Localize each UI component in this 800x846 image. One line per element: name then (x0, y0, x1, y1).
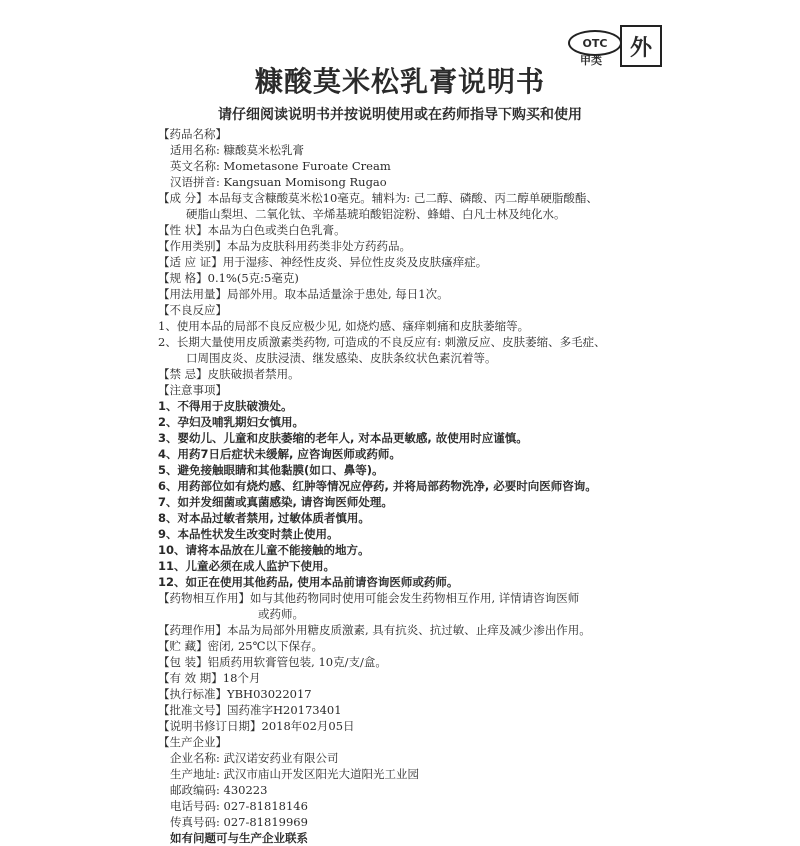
text-line: 汉语拼音: Kangsuan Momisong Rugao (170, 175, 387, 189)
text-line: 【说明书修订日期】2018年02月05日 (158, 719, 355, 733)
external-use-mark: 外 (620, 25, 662, 67)
text-line: 【批准文号】国药准字H20173401 (158, 703, 342, 717)
notice-item: 6、用药部位如有烧灼感、红肿等情况应停药, 并将局部药物洗净, 必要时向医师咨询。 (158, 479, 597, 493)
text-line: 2、长期大量使用皮质激素类药物, 可造成的不良反应有: 刺激反应、皮肤萎缩、多毛症、 (158, 335, 606, 349)
otc-badge: OTC (568, 30, 622, 56)
text-line: 【性 状】本品为白色或类白色乳膏。 (158, 223, 346, 237)
notice-item: 9、本品性状发生改变时禁止使用。 (158, 527, 339, 541)
section-heading: 【不良反应】 (158, 303, 227, 317)
text-line: 口周围皮炎、皮肤浸渍、继发感染、皮肤条纹状色素沉着等。 (186, 351, 497, 365)
text-line: 【贮 藏】密闭, 25℃以下保存。 (158, 639, 323, 653)
notice-item: 3、婴幼儿、儿童和皮肤萎缩的老年人, 对本品更敏感, 故使用时应谨慎。 (158, 431, 528, 445)
text-line: 1、使用本品的局部不良反应极少见, 如烧灼感、瘙痒刺痛和皮肤萎缩等。 (158, 319, 530, 333)
contact-note: 如有问题可与生产企业联系 (170, 831, 308, 845)
document-subtitle: 请仔细阅读说明书并按说明使用或在药师指导下购买和使用 (218, 107, 582, 123)
text-line: 电话号码: 027-81818146 (170, 799, 308, 813)
notice-item: 5、避免接触眼睛和其他黏膜(如口、鼻等)。 (158, 463, 384, 477)
section-heading: 【药品名称】 (158, 127, 227, 141)
notice-item: 11、儿童必须在成人监护下使用。 (158, 559, 336, 573)
section-heading: 【注意事项】 (158, 383, 227, 397)
text-line: 【禁 忌】皮肤破损者禁用。 (158, 367, 300, 381)
text-line: 生产地址: 武汉市庙山开发区阳光大道阳光工业园 (170, 767, 420, 781)
text-line: 企业名称: 武汉诺安药业有限公司 (170, 751, 339, 765)
text-line: 【成 分】本品每支含糠酸莫米松10毫克。辅料为: 己二醇、磷酸、丙二醇单硬脂酸酯、 (158, 191, 598, 205)
text-line: 邮政编码: 430223 (170, 783, 268, 797)
text-line: 【作用类别】本品为皮肤科用药类非处方药药品。 (158, 239, 411, 253)
otc-class-label: 甲类 (580, 54, 602, 67)
document-body (158, 126, 658, 846)
text-line: 【用法用量】局部外用。取本品适量涂于患处, 每日1次。 (158, 287, 449, 301)
text-line: 或药师。 (258, 607, 304, 621)
text-line: 【有 效 期】18个月 (158, 671, 261, 685)
text-line: 【药理作用】本品为局部外用糖皮质激素, 具有抗炎、抗过敏、止痒及减少渗出作用。 (158, 623, 591, 637)
document-title: 糠酸莫米松乳膏说明书 (254, 65, 545, 98)
text-line: 适用名称: 糠酸莫米松乳膏 (170, 143, 305, 157)
text-line: 英文名称: Mometasone Furoate Cream (170, 159, 391, 173)
text-line: 【执行标准】YBH03022017 (158, 687, 312, 701)
notice-item: 12、如正在使用其他药品, 使用本品前请咨询医师或药师。 (158, 575, 459, 589)
notice-item: 8、对本品过敏者禁用, 过敏体质者慎用。 (158, 511, 370, 525)
text-line: 硬脂山梨坦、二氧化钛、辛烯基琥珀酸铝淀粉、蜂蜡、白凡士林及纯化水。 (186, 207, 566, 221)
notice-item: 1、不得用于皮肤破溃处。 (158, 399, 293, 413)
text-line: 【适 应 证】用于湿疹、神经性皮炎、异位性皮炎及皮肤瘙痒症。 (158, 255, 488, 269)
text-line: 传真号码: 027-81819969 (170, 815, 308, 829)
notice-item: 10、请将本品放在儿童不能接触的地方。 (158, 543, 370, 557)
text-line: 【规 格】0.1%(5克:5毫克) (158, 271, 299, 285)
section-heading: 【生产企业】 (158, 735, 227, 749)
text-line: 【包 装】铝质药用软膏管包装, 10克/支/盒。 (158, 655, 387, 669)
notice-item: 4、用药7日后症状未缓解, 应咨询医师或药师。 (158, 447, 401, 461)
notice-item: 2、孕妇及哺乳期妇女慎用。 (158, 415, 305, 429)
notice-item: 7、如并发细菌或真菌感染, 请咨询医师处理。 (158, 495, 393, 509)
text-line: 【药物相互作用】如与其他药物同时使用可能会发生药物相互作用, 详情请咨询医师 (158, 591, 580, 605)
